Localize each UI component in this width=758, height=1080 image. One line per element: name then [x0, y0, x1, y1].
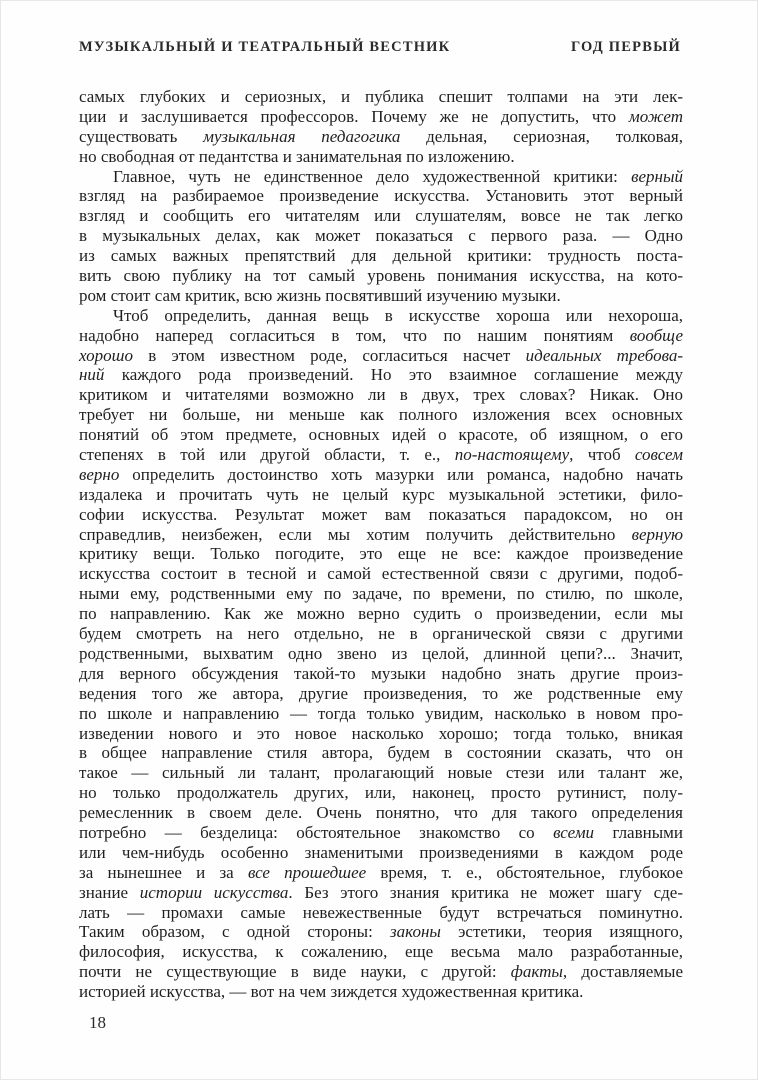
text-run: Таким образом, с одной стороны: — [79, 922, 391, 942]
text-run: изведении нового и это новое насколько хорошо; тогда только, вникая — [79, 723, 683, 743]
text-run: требует ни больше, ни меньше как полного изложения всех основных — [79, 405, 683, 425]
text-run: музыкальная педагогика — [203, 126, 401, 146]
text-line — [79, 186, 683, 206]
text-line — [79, 783, 683, 803]
text-run: совсем — [634, 445, 683, 465]
body-text — [79, 87, 683, 1002]
text-run: все прошедшее — [247, 862, 367, 882]
text-run: ведения того же автора, другие произведения, то же родственные ему — [79, 683, 683, 703]
text-run: почти не существующие в виде науки, с другой: — [79, 962, 511, 982]
text-line — [79, 803, 683, 823]
text-run: идеальных требова- — [525, 345, 683, 365]
text-run: понятий об этом предмете, основных идей о красоте, об изящном, о его — [79, 425, 683, 445]
text-line — [79, 624, 683, 644]
text-line — [79, 226, 683, 246]
text-run: Чтоб определить, данная вещь в искусстве хороша или нехороша, — [113, 305, 683, 325]
text-run: время, т. е., обстоятельное, глубокое — [366, 862, 683, 882]
text-run: всеми — [553, 822, 595, 842]
text-line — [79, 107, 683, 127]
text-run: существовать — [79, 126, 204, 146]
text-run: по школе и направлению — тогда только увидим, насколько в новом про- — [79, 703, 683, 723]
text-line — [79, 863, 683, 883]
text-line — [79, 385, 683, 405]
text-run: взгляд на разбираемое произведение искусства. Установить этот верный — [79, 186, 683, 206]
text-line — [79, 544, 683, 564]
text-run: Главное, чуть не единственное дело художественной критики: — [113, 166, 632, 186]
text-line — [79, 485, 683, 505]
text-run: ремесленник в своем деле. Очень понятно, что для такого определения — [79, 803, 683, 823]
text-run: лать — промахи самые невежественные будут встречаться поминутно. — [79, 902, 683, 922]
text-run: законы — [390, 922, 441, 942]
text-run: по направлению. Как же можно верно судить о произведении, если мы — [79, 604, 683, 624]
text-run: надобно наперед согласиться в том, что по нашим понятиям — [79, 325, 630, 345]
text-run: определить достоинство хоть мазурки или романса, надобно начать — [119, 464, 683, 484]
text-run: , чтоб — [569, 445, 635, 465]
text-line — [79, 823, 683, 843]
text-line — [79, 724, 683, 744]
text-run: верно — [79, 464, 120, 484]
text-line — [79, 664, 683, 684]
text-run: главными — [594, 822, 683, 842]
text-run: издалека и прочитать чуть не целый курс музыкальной эстетики, фило- — [79, 484, 683, 504]
text-run: из самых важных препятствий для дельной критики: трудность поста- — [79, 246, 683, 266]
text-line — [79, 266, 683, 286]
text-run: ром стоит сам критик, всю жизнь посвятивший изучению музыки. — [79, 285, 561, 305]
text-run: в этом известном роде, согласиться насчет — [132, 345, 526, 365]
text-run: каждого рода произведений. Но это взаимное соглашение между — [104, 365, 683, 385]
text-line — [79, 763, 683, 783]
text-line — [79, 147, 683, 167]
text-line — [79, 465, 683, 485]
text-line — [79, 942, 683, 962]
text-run: ными ему, родственными ему по задаче, по времени, по стилю, по школе, — [79, 584, 683, 604]
text-run: взгляд и сообщить его читателям или слушателям, вовсе не так легко — [79, 206, 683, 226]
text-run: . Без этого знания критика не может шагу сде- — [288, 882, 683, 902]
text-run: в общее направление стиля автора, будем в состоянии сказать, что он — [79, 743, 683, 763]
text-run: софии искусства. Результат может вам показаться парадоксом, но он — [79, 504, 683, 524]
text-line — [79, 127, 683, 147]
text-line — [79, 306, 683, 326]
text-line — [79, 445, 683, 465]
text-line — [79, 704, 683, 724]
text-line — [79, 346, 683, 366]
text-run: для верного обсуждения такой-то музыки надобно знать другие произ- — [79, 663, 683, 683]
text-run: эстетики, теория изящного, — [440, 922, 683, 942]
text-run: родственными, выхватим одно звено из целой, длинной цепи?... Значит, — [79, 643, 683, 663]
text-run: ции и заслушивается профессоров. Почему же не допустить, что — [79, 106, 629, 126]
text-line — [79, 326, 683, 346]
text-line — [79, 405, 683, 425]
text-line — [79, 564, 683, 584]
text-run: степенях в той или другой области, т. е., — [79, 445, 455, 465]
text-run: критиком и читателями возможно ли в двух, трех словах? Никак. Оно — [79, 385, 683, 405]
text-line — [79, 903, 683, 923]
text-run: знание — [79, 882, 140, 902]
text-line — [79, 246, 683, 266]
text-run: но свободная от педантства и занимательная по изложению. — [79, 146, 515, 166]
text-run: потребно — безделица: обстоятельное знакомство со — [79, 822, 554, 842]
text-run: справедлив, неизбежен, если мы хотим получить действительно — [79, 524, 632, 544]
text-run: за нынешнее и за — [79, 862, 248, 882]
text-run: по-настоящему — [454, 445, 570, 465]
text-run: факты — [510, 962, 563, 982]
text-run: хорошо — [79, 345, 133, 365]
text-run: будем смотреть на него отдельно, не в органической связи с другими — [79, 624, 683, 644]
text-line — [79, 743, 683, 763]
text-line — [79, 206, 683, 226]
running-header — [79, 39, 681, 56]
text-line — [79, 604, 683, 624]
text-run: дельная, сериозная, толковая, — [400, 126, 683, 146]
text-line — [79, 167, 683, 187]
text-run: вить свою публику на тот самый уровень понимания искусства, на кото- — [79, 266, 683, 286]
text-line — [79, 365, 683, 385]
text-run: такое — сильный ли талант, пролагающий новые стези или талант же, — [79, 763, 683, 783]
text-run: критику вещи. Только погодите, это еще не все: каждое произведение — [79, 544, 683, 564]
text-run: истории искусства — [139, 882, 289, 902]
text-run: или чем-нибудь особенно знаменитыми произведениями в каждом роде — [79, 842, 683, 862]
running-title: МУЗЫКАЛЬНЫЙ И ТЕАТРАЛЬНЫЙ ВЕСТНИК — [79, 39, 451, 55]
text-line — [79, 425, 683, 445]
text-run: историей искусства, — вот на чем зиждется художественная критика. — [79, 982, 584, 1002]
text-run: , доставляемые — [562, 962, 683, 982]
text-line — [79, 644, 683, 664]
text-line — [79, 843, 683, 863]
text-line — [79, 883, 683, 903]
text-line — [79, 87, 683, 107]
text-line — [79, 684, 683, 704]
text-run: в музыкальных делах, как может показаться с первого раза. — Одно — [79, 226, 683, 246]
text-line — [79, 505, 683, 525]
text-run: верный — [631, 166, 683, 186]
volume-label: ГОД ПЕРВЫЙ — [570, 39, 681, 55]
text-run: искусства состоит в тесной и самой естественной связи с другими, подоб- — [79, 564, 683, 584]
text-run: вообще — [629, 325, 683, 345]
text-line — [79, 584, 683, 604]
text-line — [79, 922, 683, 942]
text-run: самых глубоких и сериозных, и публика спешит толпами на эти лек- — [79, 87, 683, 106]
page-number: 18 — [89, 1013, 106, 1032]
text-line — [79, 962, 683, 982]
text-line — [79, 982, 683, 1002]
text-line — [79, 525, 683, 545]
text-run: верную — [631, 524, 683, 544]
text-run: ний — [79, 365, 105, 385]
text-run: но только продолжатель других, или, наконец, просто рутинист, полу- — [79, 783, 683, 803]
text-run: философия, искусства, к сожалению, еще весьма мало разработанные, — [79, 942, 683, 962]
text-run: может — [628, 106, 683, 126]
text-line — [79, 286, 683, 306]
